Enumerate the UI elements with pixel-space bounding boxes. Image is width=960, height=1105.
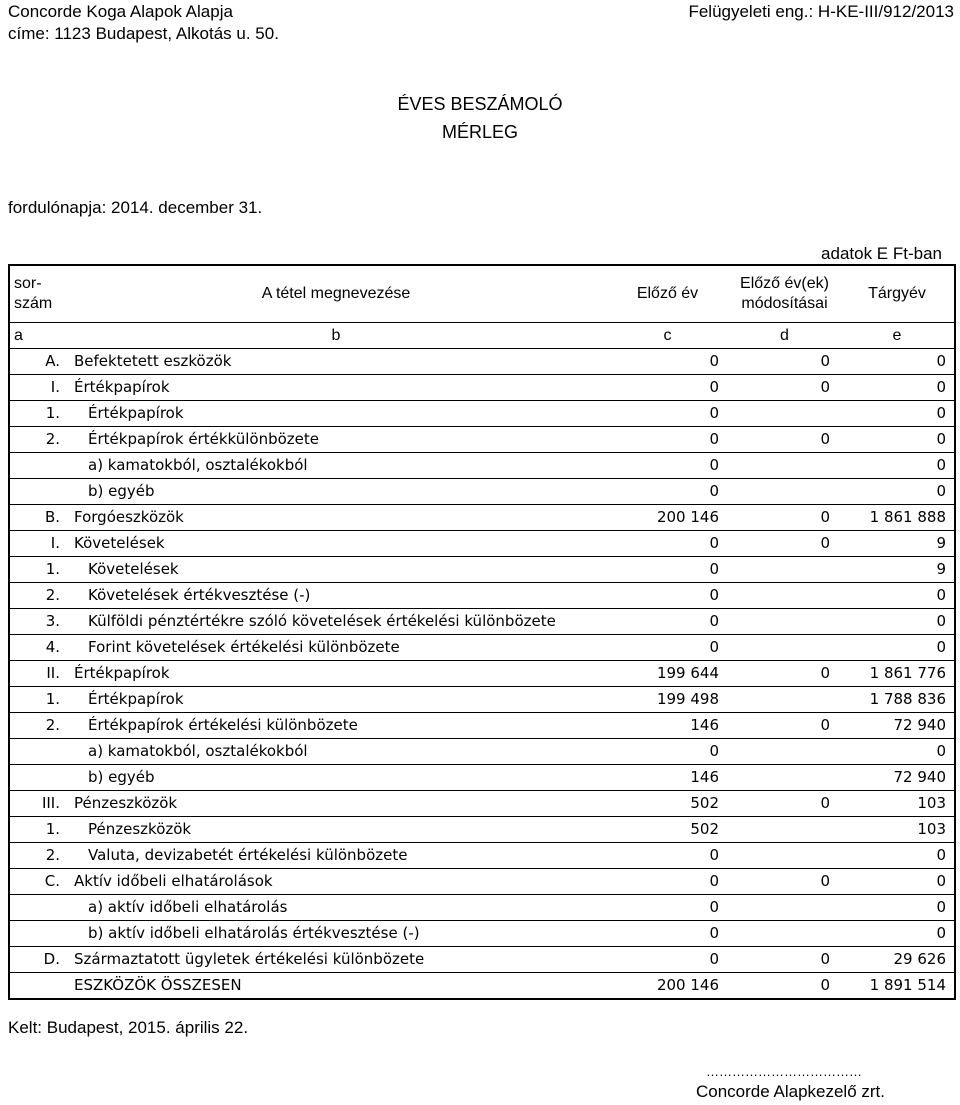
signature-line: ………………………………: [706, 1064, 862, 1079]
row-number: 2.: [9, 583, 66, 609]
row-previous-year: 0: [606, 635, 729, 661]
row-previous-year: 0: [606, 947, 729, 973]
table-header-row: [9, 265, 955, 323]
row-current-year: 29 626: [840, 947, 955, 973]
report-title: ÉVES BESZÁMOLÓ: [397, 94, 563, 114]
table-row: [9, 817, 955, 843]
row-modification: [729, 739, 840, 765]
row-label: Aktív időbeli elhatárolások: [66, 869, 606, 895]
row-current-year: 0: [840, 479, 955, 505]
row-modification: 0: [729, 973, 840, 1000]
row-current-year: 1 861 776: [840, 661, 955, 687]
row-number: [9, 739, 66, 765]
row-label: Követelések értékvesztése (-): [66, 583, 606, 609]
table-row: [9, 973, 955, 1000]
row-modification: 0: [729, 427, 840, 453]
table-row: [9, 505, 955, 531]
registry-number: Felügyeleti eng.: H-KE-III/912/2013: [688, 2, 954, 21]
row-previous-year: 0: [606, 349, 729, 375]
row-number: [9, 973, 66, 1000]
row-number: [9, 765, 66, 791]
row-previous-year: 502: [606, 817, 729, 843]
table-row: [9, 869, 955, 895]
row-modification: 0: [729, 505, 840, 531]
row-current-year: 0: [840, 401, 955, 427]
row-label: Értékpapírok értékelési különbözete: [66, 713, 606, 739]
row-label: Befektetett eszközök: [66, 349, 606, 375]
row-label: Pénzeszközök: [66, 817, 606, 843]
row-number: 1.: [9, 687, 66, 713]
row-number: C.: [9, 869, 66, 895]
row-current-year: 1 891 514: [840, 973, 955, 1000]
row-number: D.: [9, 947, 66, 973]
row-modification: [729, 635, 840, 661]
row-number: 2.: [9, 427, 66, 453]
row-previous-year: 0: [606, 843, 729, 869]
company-address: címe: 1123 Budapest, Alkotás u. 50.: [8, 24, 279, 43]
row-modification: 0: [729, 947, 840, 973]
row-label: Származtatott ügyletek értékelési különbözete: [66, 947, 606, 973]
row-previous-year: 0: [606, 531, 729, 557]
row-modification: 0: [729, 713, 840, 739]
row-previous-year: 0: [606, 609, 729, 635]
header-item-name: A tétel megnevezése: [66, 265, 606, 323]
row-current-year: 9: [840, 557, 955, 583]
row-previous-year: 199 644: [606, 661, 729, 687]
row-previous-year: 0: [606, 427, 729, 453]
row-modification: 0: [729, 349, 840, 375]
row-label: Forint követelések értékelési különbözete: [66, 635, 606, 661]
row-label: Pénzeszközök: [66, 791, 606, 817]
row-label: b) aktív időbeli elhatárolás értékvesztése (-): [66, 921, 606, 947]
report-subtitle: MÉRLEG: [441, 122, 519, 142]
row-number: A.: [9, 349, 66, 375]
row-modification: 0: [729, 661, 840, 687]
row-number: [9, 453, 66, 479]
row-previous-year: 502: [606, 791, 729, 817]
row-current-year: 0: [840, 349, 955, 375]
table-row: [9, 375, 955, 401]
row-number: I.: [9, 531, 66, 557]
row-label: Értékpapírok: [66, 687, 606, 713]
row-label: Értékpapírok: [66, 401, 606, 427]
row-previous-year: 146: [606, 765, 729, 791]
row-modification: [729, 453, 840, 479]
row-number: 3.: [9, 609, 66, 635]
place-and-date: Kelt: Budapest, 2015. április 22.: [8, 1018, 249, 1037]
row-label: b) egyéb: [66, 765, 606, 791]
row-number: 1.: [9, 557, 66, 583]
table-row: [9, 609, 955, 635]
table-row: [9, 765, 955, 791]
row-label: a) kamatokból, osztalékokból: [66, 739, 606, 765]
row-label: ESZKÖZÖK ÖSSZESEN: [66, 973, 606, 1000]
row-current-year: 9: [840, 531, 955, 557]
unit-note: adatok E Ft-ban: [821, 244, 942, 263]
table-row: [9, 843, 955, 869]
row-current-year: 0: [840, 583, 955, 609]
table-row: [9, 687, 955, 713]
row-current-year: 0: [840, 453, 955, 479]
row-label: Értékpapírok értékkülönbözete: [66, 427, 606, 453]
row-modification: [729, 479, 840, 505]
table-row: [9, 531, 955, 557]
balance-date: fordulónapja: 2014. december 31.: [8, 198, 263, 217]
row-previous-year: 0: [606, 895, 729, 921]
row-label: Követelések: [66, 557, 606, 583]
row-modification: [729, 609, 840, 635]
row-label: Értékpapírok: [66, 375, 606, 401]
table-row: [9, 635, 955, 661]
row-modification: [729, 401, 840, 427]
letter-c: c: [606, 323, 729, 349]
row-modification: [729, 921, 840, 947]
table-row: [9, 401, 955, 427]
row-label: Értékpapírok: [66, 661, 606, 687]
letter-e: e: [840, 323, 955, 349]
row-previous-year: 200 146: [606, 973, 729, 1000]
row-current-year: 0: [840, 921, 955, 947]
row-current-year: 0: [840, 895, 955, 921]
row-previous-year: 0: [606, 479, 729, 505]
row-modification: [729, 895, 840, 921]
row-modification: 0: [729, 375, 840, 401]
row-number: I.: [9, 375, 66, 401]
row-number: II.: [9, 661, 66, 687]
row-number: [9, 921, 66, 947]
header-row-number: sor- szám: [9, 265, 66, 323]
row-current-year: 0: [840, 843, 955, 869]
table-row: [9, 479, 955, 505]
header-current-year: Tárgyév: [840, 265, 955, 323]
row-previous-year: 0: [606, 739, 729, 765]
row-previous-year: 199 498: [606, 687, 729, 713]
row-modification: 0: [729, 531, 840, 557]
row-previous-year: 0: [606, 583, 729, 609]
company-name: Concorde Koga Alapok Alapja: [8, 2, 233, 21]
row-previous-year: 0: [606, 557, 729, 583]
table-row: [9, 349, 955, 375]
header-modifications: Előző év(ek) módosításai: [729, 265, 840, 323]
row-modification: 0: [729, 869, 840, 895]
column-letters-row: [9, 323, 955, 349]
table-row: [9, 921, 955, 947]
table-row: [9, 583, 955, 609]
row-number: [9, 895, 66, 921]
row-modification: [729, 583, 840, 609]
row-previous-year: 146: [606, 713, 729, 739]
table-row: [9, 661, 955, 687]
row-current-year: 72 940: [840, 765, 955, 791]
row-label: Valuta, devizabetét értékelési különbözete: [66, 843, 606, 869]
row-current-year: 0: [840, 427, 955, 453]
row-label: Követelések: [66, 531, 606, 557]
row-current-year: 0: [840, 635, 955, 661]
row-label: Külföldi pénztértékre szóló követelések értékelési különbözete: [66, 609, 606, 635]
table-row: [9, 739, 955, 765]
row-number: III.: [9, 791, 66, 817]
balance-sheet-table: [8, 264, 956, 1000]
letter-b: b: [66, 323, 606, 349]
row-number: 1.: [9, 401, 66, 427]
row-current-year: 0: [840, 869, 955, 895]
row-number: 4.: [9, 635, 66, 661]
row-current-year: 0: [840, 739, 955, 765]
table-row: [9, 791, 955, 817]
row-modification: [729, 557, 840, 583]
table-row: [9, 895, 955, 921]
row-number: [9, 479, 66, 505]
row-number: 2.: [9, 843, 66, 869]
row-label: a) aktív időbeli elhatárolás: [66, 895, 606, 921]
row-previous-year: 0: [606, 401, 729, 427]
table-row: [9, 713, 955, 739]
table-row: [9, 947, 955, 973]
row-modification: 0: [729, 791, 840, 817]
row-label: b) egyéb: [66, 479, 606, 505]
row-current-year: 103: [840, 791, 955, 817]
row-modification: [729, 765, 840, 791]
row-number: B.: [9, 505, 66, 531]
row-previous-year: 0: [606, 921, 729, 947]
row-current-year: 72 940: [840, 713, 955, 739]
row-current-year: 0: [840, 609, 955, 635]
row-previous-year: 0: [606, 869, 729, 895]
row-current-year: 103: [840, 817, 955, 843]
table-row: [9, 427, 955, 453]
row-modification: [729, 843, 840, 869]
row-modification: [729, 687, 840, 713]
row-current-year: 0: [840, 375, 955, 401]
signatory-name: Concorde Alapkezelő zrt.: [696, 1082, 885, 1101]
table-row: [9, 557, 955, 583]
letter-a: a: [9, 323, 66, 349]
row-current-year: 1 788 836: [840, 687, 955, 713]
row-label: Forgóeszközök: [66, 505, 606, 531]
header-previous-year: Előző év: [606, 265, 729, 323]
row-previous-year: 200 146: [606, 505, 729, 531]
row-label: a) kamatokból, osztalékokból: [66, 453, 606, 479]
letter-d: d: [729, 323, 840, 349]
row-previous-year: 0: [606, 453, 729, 479]
row-previous-year: 0: [606, 375, 729, 401]
row-number: 2.: [9, 713, 66, 739]
row-number: 1.: [9, 817, 66, 843]
row-current-year: 1 861 888: [840, 505, 955, 531]
table-row: [9, 453, 955, 479]
row-modification: [729, 817, 840, 843]
